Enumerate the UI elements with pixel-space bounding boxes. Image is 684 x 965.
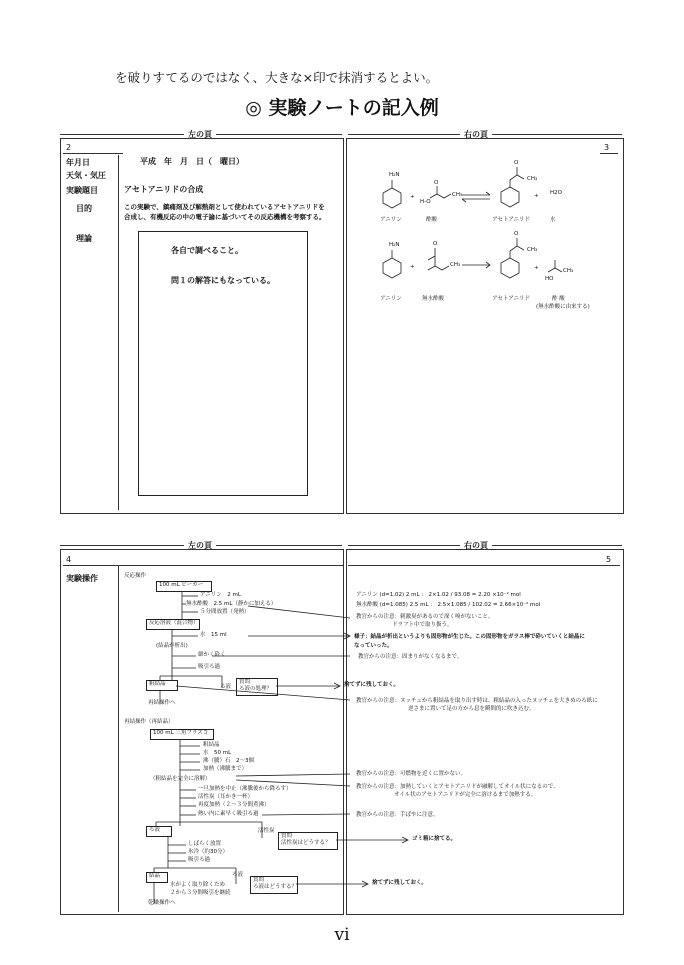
note-4: 捨てずに残しておく。 bbox=[344, 682, 399, 688]
note-7b: オイル状のアセトアニリドが完全に溶けるまで加熱する。 bbox=[394, 792, 537, 798]
field-purpose: 目的 bbox=[76, 204, 92, 213]
intro-text: を破りすてるのではなく、大きな×印で抹消するとよい。 bbox=[115, 70, 439, 85]
step-crush: 細かく砕く bbox=[198, 652, 226, 658]
date-value: 平成 年 月 日（ 曜日） bbox=[140, 157, 244, 166]
calc-anhydride: 無水酢酸 (d=1.085) 2.5 mL ： 2.5×1.085 / 102.02 = 2.66×10⁻² mol bbox=[356, 602, 541, 608]
step-add-water: 水 50 mL bbox=[203, 750, 232, 756]
box-filtrate-2: ろ液 bbox=[146, 826, 172, 837]
section-reaction: 反応操作 bbox=[124, 573, 147, 579]
step-cool: 一旦加熱を中止（沸騰後から降ろす） bbox=[198, 786, 292, 792]
step-icecool: 氷冷（約30分） bbox=[188, 849, 228, 855]
step-charcoal: 活性炭（耳かき一杯） bbox=[198, 794, 254, 800]
rxn2-note: (無水酢酸に由来する) bbox=[536, 304, 590, 310]
note-5a: 教官からの注意：ヌッチェから粗結晶を取り出す時は、粗結晶の入ったヌッチェを大きめのろ紙に bbox=[356, 698, 598, 704]
step-stand-2: しばらく放置 bbox=[188, 841, 222, 847]
page-title: ◎ 実験ノートの記入例 bbox=[245, 97, 439, 119]
theory-note-2: 問１の解答にもなっている。 bbox=[171, 276, 275, 285]
rxn2-label-anhydride: 無水酢酸 bbox=[422, 296, 445, 302]
step-stand: ５分間放置（発熱） bbox=[200, 609, 250, 615]
field-date: 年月日 bbox=[66, 158, 90, 167]
purpose-line-2: 合成し、有機反応の中の電子論に基づいてその反応機構を考察する。 bbox=[124, 213, 326, 221]
note-6: 教官からの注意：可燃物を近くに置かない。 bbox=[356, 771, 467, 777]
theory-note-1: 各自で調べること。 bbox=[171, 246, 243, 255]
right-page-label-2: 右の頁 bbox=[460, 540, 492, 551]
right-page-number-2: 5 bbox=[606, 555, 612, 564]
box-mixture: 反応溶液（混合物） bbox=[146, 619, 200, 630]
field-weather: 天気・気圧 bbox=[66, 171, 106, 180]
left-page-number-2: 4 bbox=[66, 555, 72, 564]
note-10: 捨てずに残しておく。 bbox=[372, 880, 427, 886]
left-page-number: 2 bbox=[66, 143, 72, 152]
step-hotfilter: 熱い内に素早く吸引ろ過 bbox=[198, 811, 259, 817]
step-filter-2: 吸引ろ過 bbox=[188, 857, 211, 863]
carbon-label: 活性炭 bbox=[258, 828, 275, 834]
step-reheat: 再度加熱（２～３分間煮沸） bbox=[198, 802, 270, 808]
step-water: 水 15 ml bbox=[200, 632, 227, 638]
step-wash-2: ２から３分間吸引を継続 bbox=[170, 890, 231, 896]
box-crude: 粗結晶 bbox=[146, 680, 178, 691]
step-crystals: (結晶が析出) bbox=[156, 643, 188, 649]
step-dissolved: （粗結晶を完全に溶解） bbox=[150, 776, 211, 782]
note-1b: ドラフト中で取り扱う。 bbox=[392, 622, 453, 628]
rxn1-label-water: 水 bbox=[550, 217, 556, 223]
filtrate-3: ろ液 bbox=[232, 872, 244, 878]
rxn1-label-acetanilide: アセトアニリド bbox=[492, 217, 531, 223]
step-add-crude: 粗結晶 bbox=[203, 742, 220, 748]
experiment-title: アセトアニリドの合成 bbox=[124, 185, 204, 194]
question-box-2: 質問 活性炭はどうする？ bbox=[278, 832, 338, 850]
step-anhydride: 無水酢酸 2.5 mL（静かに加える） bbox=[186, 601, 277, 607]
step-wash-1: 水がよく取り除くため bbox=[170, 882, 226, 888]
note-2b: なっていった。 bbox=[354, 643, 393, 649]
note-8: 教官からの注意：手ばやに注意。 bbox=[356, 812, 439, 818]
purpose-line-1: この実験で、鎮痛剤及び解熱剤として使われているアセトアニリドを bbox=[124, 203, 325, 211]
filtrate-1: ろ液 bbox=[220, 684, 232, 690]
step-boiling: 沸（騰）石 2～3個 bbox=[203, 758, 254, 764]
water-formula: H2O bbox=[550, 190, 562, 196]
nh2-label-1: H₂N bbox=[389, 172, 400, 178]
note-7a: 教官からの注意：加熱していくとアセトアニリドが融解してオイル状になるので、 bbox=[356, 784, 559, 790]
note-2a: 様子：結晶が析出というよりも固形物が生じた。この固形物をガラス棒で砕いていくと結晶に bbox=[354, 634, 585, 640]
rxn2-label-aniline: アニリン bbox=[380, 296, 402, 302]
page-number: vi bbox=[334, 925, 350, 945]
to-dry: 乾燥操作へ bbox=[148, 900, 176, 906]
note-5b: 逆さまに置いて足の方から息を瞬間的に吹き込む。 bbox=[408, 706, 535, 712]
right-page-label: 右の頁 bbox=[460, 129, 492, 140]
rxn2-label-acetic: 酢 酸 bbox=[552, 296, 565, 302]
question-box-3: 質問 ろ液はどうする？ bbox=[250, 876, 298, 894]
box-beaker: 100 mL ビーカー bbox=[156, 581, 212, 592]
box-flask: 100 mL 三角フラスコ bbox=[150, 729, 214, 740]
field-title: 実験題目 bbox=[66, 186, 98, 195]
note-1a: 教官からの注意：刺激臭があるので深く嗅がないこと。 bbox=[356, 614, 494, 620]
step-heat: 加熱（沸騰まで） bbox=[203, 766, 248, 772]
box-crystal: 結晶 bbox=[146, 872, 168, 883]
section-recryst: 再結操作（再結晶） bbox=[124, 719, 174, 725]
question-box-1: 質問 ろ液の処理？ bbox=[236, 678, 278, 696]
field-procedure: 実験操作 bbox=[66, 574, 98, 583]
to-recryst: 再結操作へ bbox=[148, 700, 176, 706]
step-filter-1: 吸引ろ過 bbox=[198, 664, 221, 670]
rxn2-label-acetanilide: アセトアニリド bbox=[492, 296, 531, 302]
right-page-number: 3 bbox=[604, 143, 610, 152]
rxn1-label-aniline: アニリン bbox=[380, 217, 402, 223]
note-9: ゴミ箱に捨てる。 bbox=[412, 836, 457, 842]
rxn1-label-acetic: 酢酸 bbox=[426, 217, 438, 223]
field-theory: 理論 bbox=[76, 234, 92, 243]
left-page-label-2: 左の頁 bbox=[184, 540, 216, 551]
note-3: 教官からの注意：固まりがなくなるまで。 bbox=[358, 654, 463, 660]
left-page-label: 左の頁 bbox=[184, 129, 216, 140]
calc-aniline: アニリン (d=1.02) 2 mL ： 2×1.02 / 93.08 = 2.20 ×10⁻² mol bbox=[356, 592, 521, 598]
step-aniline: アニリン 2 mL bbox=[200, 592, 241, 598]
